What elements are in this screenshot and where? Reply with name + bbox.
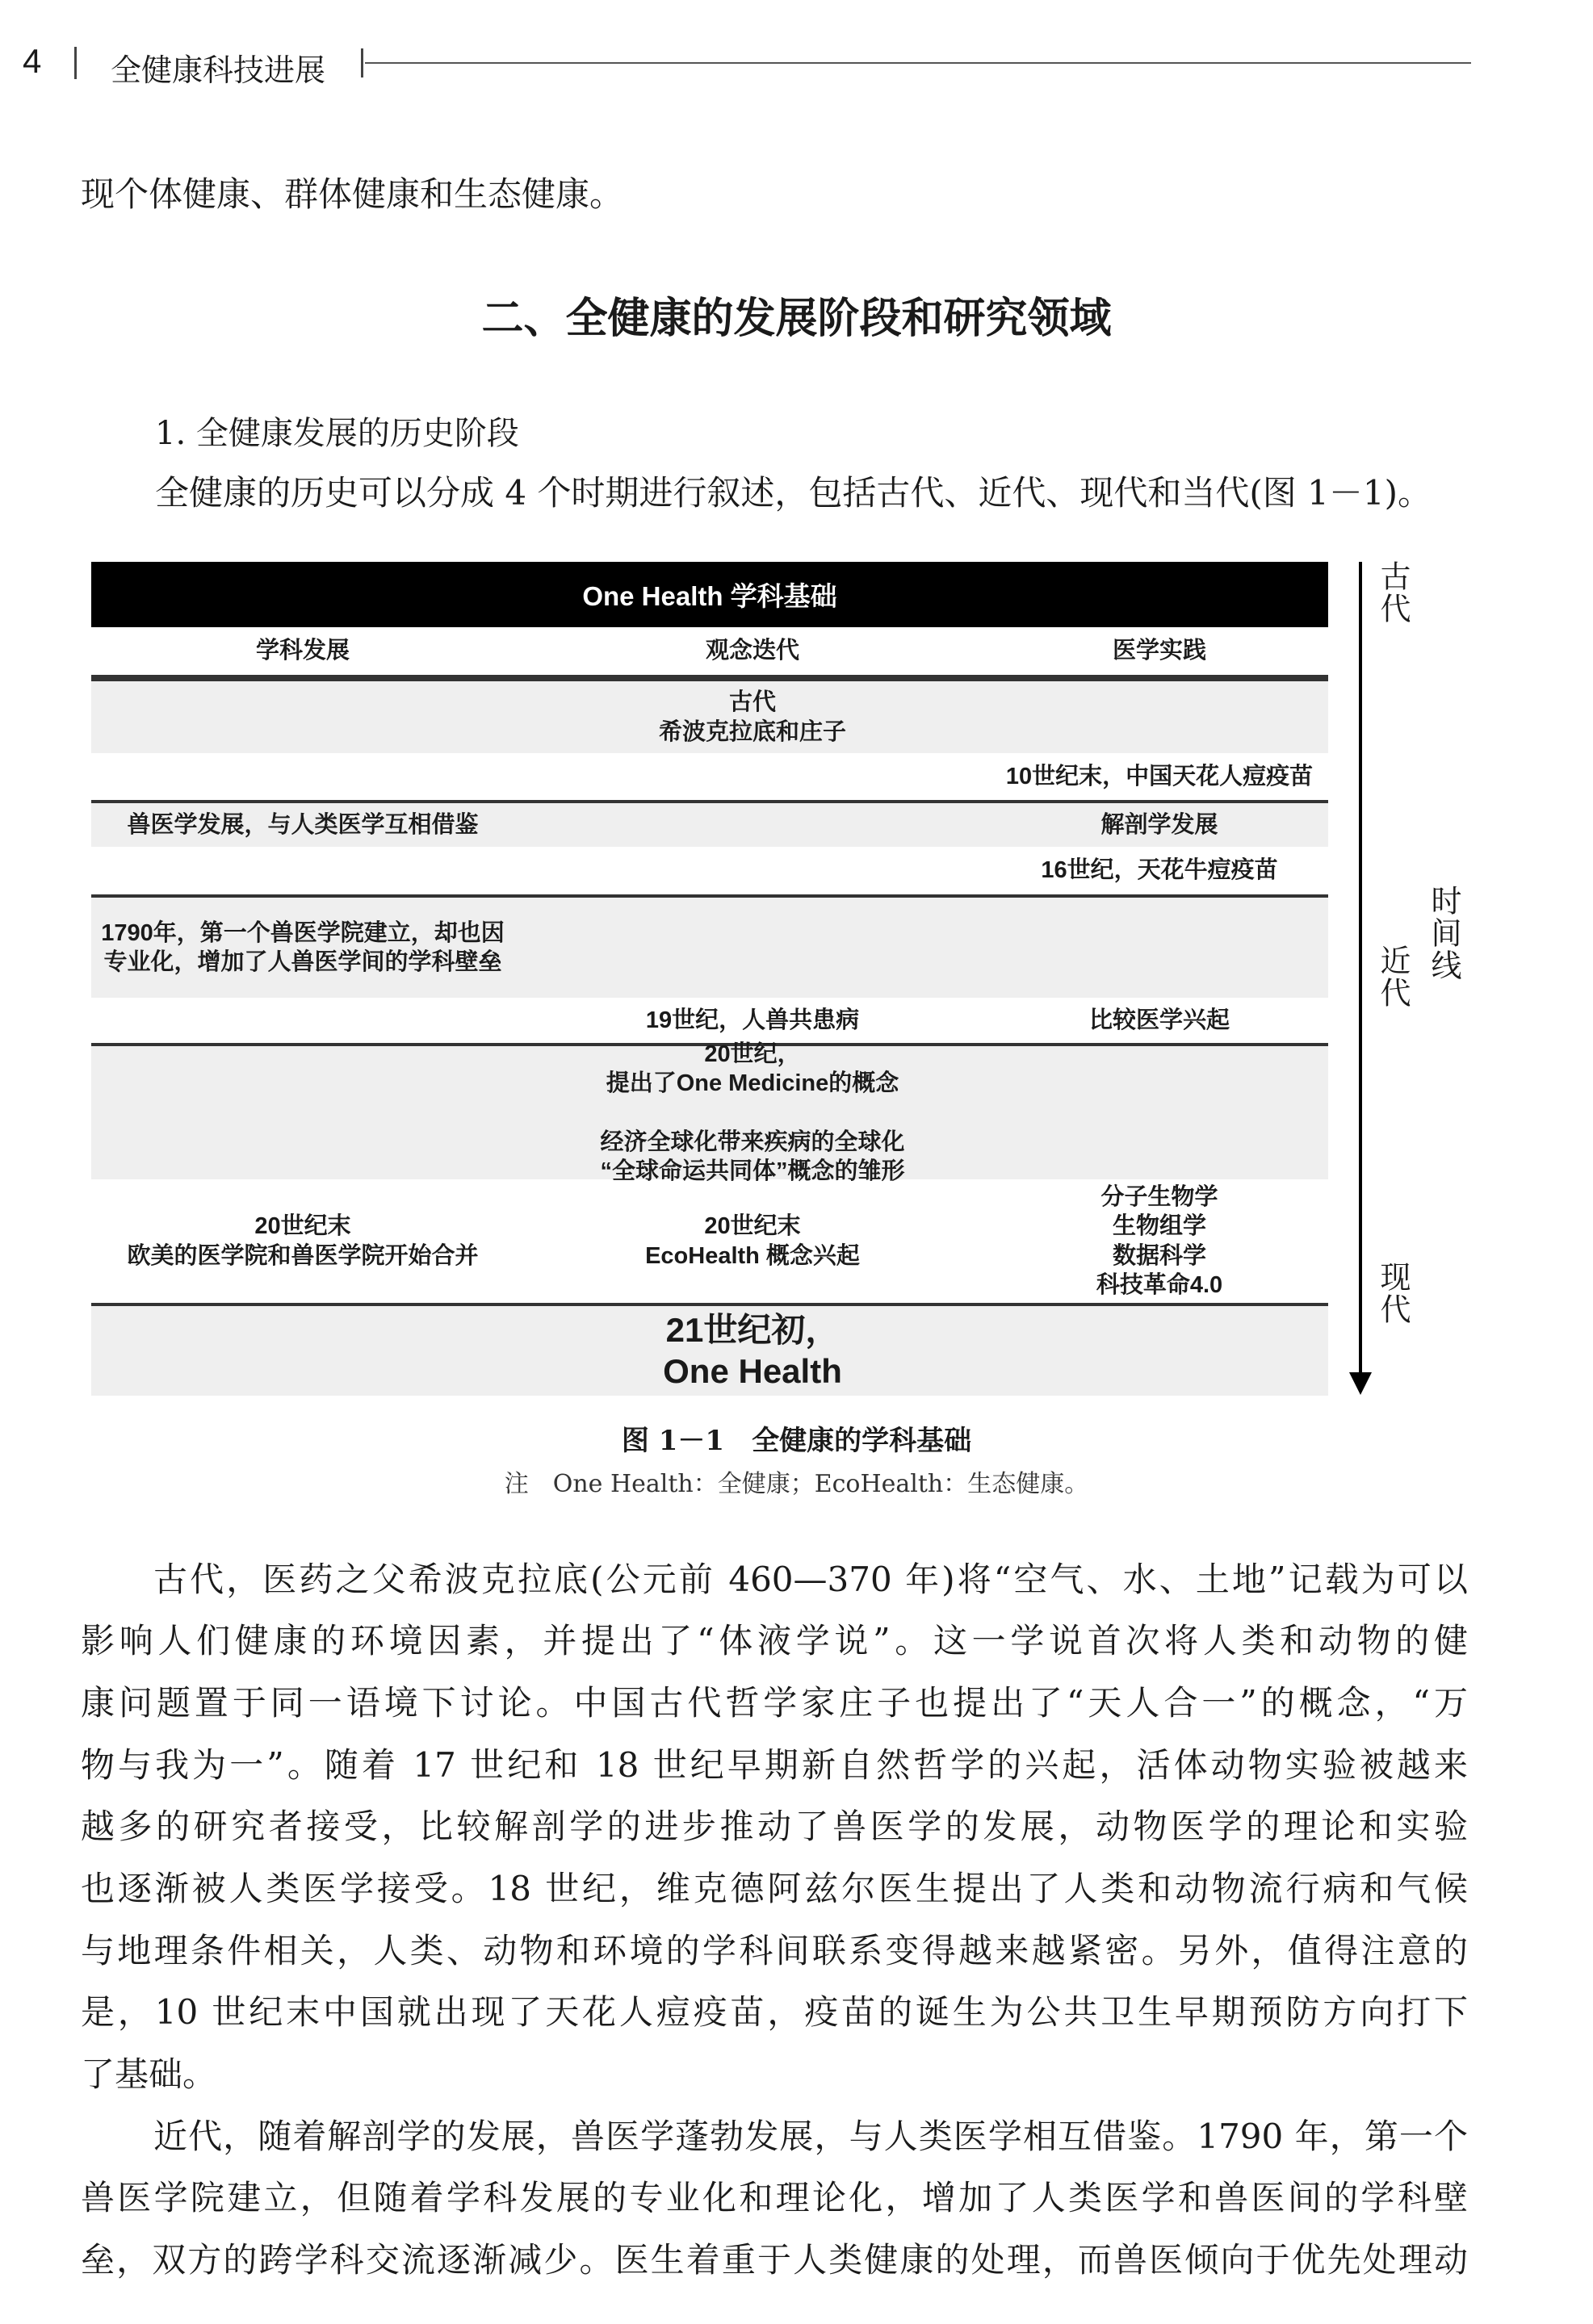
timeline-ancient-label: 古代 (1375, 560, 1409, 625)
body-text-line: 垒，双方的跨学科交流逐渐减少。医生着重于人类健康的处理，而兽医倾向于优先处理动 (81, 2240, 1468, 2280)
arrow-down-icon (1349, 1372, 1372, 1395)
page-number: 4 (23, 42, 42, 80)
table-cell: 16世纪，天花牛痘疫苗 (1041, 857, 1278, 884)
table-cell: 20世纪末 欧美的医学院和兽医学院开始合并 (127, 1213, 479, 1269)
timeline-contemporary-label: 现代 (1375, 1261, 1409, 1325)
body-text-line: 也逐渐被人类医学接受。18 世纪，维克德阿兹尔医生提出了人类和动物流行病和气候 (81, 1869, 1468, 1908)
subsection-paragraph: 全健康的历史可以分成 4 个时期进行叙述，包括古代、近代、现代和当代(图 1－1)。 (155, 473, 1432, 513)
body-text-line: 近代，随着解剖学的发展，兽医学蓬勃发展，与人类医学相互借鉴。1790 年，第一个 (153, 2117, 1468, 2156)
timeline-axis (1359, 562, 1362, 1377)
column-header: 医学实践 (1112, 638, 1206, 664)
body-text-line: 古代，医药之父希波克拉底(公元前 460—370 年)将“空气、水、土地”记载为可以 (153, 1560, 1468, 1599)
body-text-line: 越多的研究者接受，比较解剖学的进步推动了兽医学的发展，动物医学的理论和实验 (81, 1807, 1468, 1846)
table-row (91, 1179, 1328, 1303)
table-cell: 10世纪末，中国天花人痘疫苗 (1005, 763, 1314, 789)
subsection-title: 1. 全健康发展的历史阶段 (155, 415, 519, 452)
intro-line: 现个体健康、群体健康和生态健康。 (81, 174, 624, 214)
body-text-line: 兽医学院建立，但随着学科发展的专业化和理论化，增加了人类医学和兽医间的学科壁 (81, 2178, 1468, 2217)
figure-table (91, 562, 1328, 1396)
table-row (91, 998, 1328, 1043)
table-cell: 1790年，第一个兽医学院建立，却也因 专业化，增加了人兽医学间的学科壁垒 (101, 919, 505, 975)
table-cell: 分子生物学 生物组学 数据科学 科技革命4.0 (1096, 1184, 1223, 1298)
table-cell: 比较医学兴起 (1088, 1007, 1230, 1033)
column-headers (91, 627, 1328, 678)
header-rule (365, 62, 1471, 64)
timeline-label: 时间线 (1426, 885, 1460, 982)
running-title: 全健康科技进展 (111, 54, 326, 88)
figure-note: 注 One Health：全健康；EcoHealth：生态健康。 (504, 1470, 1089, 1498)
figure-caption: 图 1－1 全健康的学科基础 (621, 1425, 972, 1457)
table-cell: 古代 希波克拉底和庄子 (658, 689, 846, 745)
column-header: 学科发展 (255, 638, 350, 664)
table-cell: 解剖学发展 (1100, 811, 1218, 838)
body-text-line: 影响人们健康的环境因素，并提出了“体液学说”。这一学说首次将人类和动物的健 (81, 1621, 1468, 1660)
table-cell: 20世纪末 EcoHealth 概念兴起 (645, 1213, 860, 1269)
column-header: 观念迭代 (705, 638, 799, 664)
table-row (91, 678, 1328, 753)
body-text-line: 物与我为一”。随着 17 世纪和 18 世纪早期新自然哲学的兴起，活体动物实验被越来 (81, 1745, 1468, 1785)
table-row (91, 800, 1328, 847)
body-text-line: 康问题置于同一语境下讨论。中国古代哲学家庄子也提出了“天人合一”的概念，“万 (81, 1683, 1468, 1723)
body-text-line: 是，10 世纪末中国就出现了天花人痘疫苗，疫苗的诞生为公共卫生早期预防方向打下 (81, 1992, 1468, 2032)
table-row (91, 894, 1328, 998)
figure-title: One Health 学科基础 (91, 562, 1328, 627)
header-divider (361, 48, 363, 77)
table-row (91, 1303, 1328, 1396)
table-cell: 20世纪， 提出了One Medicine的概念 经济全球化带来疾病的全球化 “全球命运共同体”概念的雏形 (600, 1041, 905, 1184)
body-text-line: 与地理条件相关，人类、动物和环境的学科间联系变得越来越紧密。另外，值得注意的 (81, 1931, 1468, 1970)
table-row (91, 1041, 1328, 1184)
timeline-modern-label: 近代 (1375, 944, 1409, 1009)
header-divider (74, 47, 77, 79)
table-cell: 21世纪初， One Health (663, 1311, 842, 1390)
table-row (91, 847, 1328, 894)
section-title: 二、全健康的发展阶段和研究领域 (481, 295, 1112, 342)
table-row (91, 753, 1328, 800)
table-cell: 19世纪，人兽共患病 (645, 1007, 860, 1033)
table-cell: 兽医学发展，与人类医学互相借鉴 (127, 811, 479, 838)
body-text-line: 了基础。 (81, 2054, 217, 2094)
